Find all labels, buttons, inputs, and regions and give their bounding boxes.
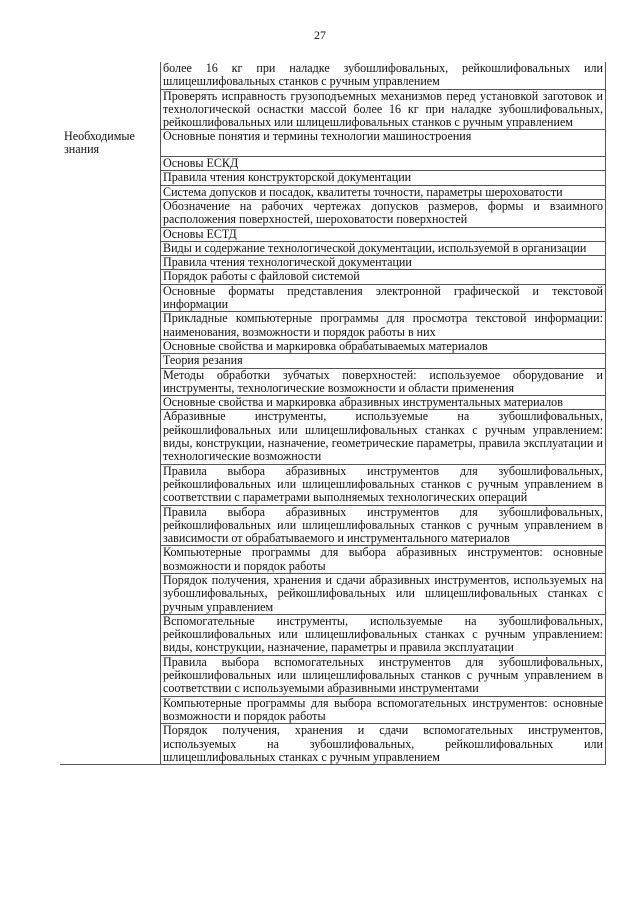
table-row: [60, 368, 606, 396]
label-cell-empty: [60, 227, 161, 241]
label-cell-empty: [60, 464, 161, 505]
page-number: 27: [314, 28, 326, 42]
label-cell-empty: [60, 241, 161, 255]
label-cell-empty: [60, 339, 161, 353]
table-row: [60, 199, 606, 227]
table-row: [60, 339, 606, 353]
label-cell-empty: [60, 573, 161, 614]
table-row: [60, 354, 606, 368]
knowledge-item: Правила выбора вспомогательных инструментов для зубошлифовальных, рейкошлифовальных или шлицешлифовальных станков с ручным управлением в соответствии с используемыми абразивными инструментами: [161, 655, 606, 696]
knowledge-item: Правила чтения конструкторской документации: [161, 171, 606, 185]
knowledge-item: Порядок работы с файловой системой: [161, 270, 606, 284]
knowledge-item: Теория резания: [161, 354, 606, 368]
table-row: [60, 546, 606, 574]
requirement-text: Проверять исправность грузоподъемных механизмов перед установкой заготовок и технологической оснастки массой более 16 кг при наладке зубошлифовальных, рейкошлифовальных или шлицешлифовальных станков с ручным управлением: [161, 89, 606, 130]
table-row: [60, 573, 606, 614]
knowledge-item: Компьютерные программы для выбора вспомогательных инструментов: основные возможности и порядок работы: [161, 696, 606, 724]
knowledge-item: Основные свойства и маркировка обрабатываемых материалов: [161, 339, 606, 353]
knowledge-item: Порядок получения, хранения и сдачи вспомогательных инструментов, используемых на зубошлифовальных, рейкошлифовальных или шлицешлифовальных станках с ручным управлением: [161, 724, 606, 765]
label-cell-empty: [60, 157, 161, 171]
knowledge-item: Порядок получения, хранения и сдачи абразивных инструментов, используемых на зубошлифовальных, рейкошлифовальных или шлицешлифовальных станках с ручным управлением: [161, 573, 606, 614]
table-body: [60, 62, 606, 765]
knowledge-item: Основные свойства и маркировка абразивных инструментальных материалов: [161, 396, 606, 410]
label-cell-empty: [60, 270, 161, 284]
label-cell-empty: [60, 199, 161, 227]
table-row: [60, 396, 606, 410]
label-cell-empty: [60, 546, 161, 574]
knowledge-item: Обозначение на рабочих чертежах допусков размеров, формы и взаимного расположения поверхностей, шероховатости поверхностей: [161, 199, 606, 227]
knowledge-item: Основные форматы представления электронной графической и текстовой информации: [161, 284, 606, 312]
knowledge-item: Прикладные компьютерные программы для просмотра текстовой информации: наименования, возможности и порядок работы в них: [161, 312, 606, 340]
knowledge-item: Виды и содержание технологической документации, используемой в организации: [161, 241, 606, 255]
knowledge-item: Вспомогательные инструменты, используемые на зубошлифовальных, рейкошлифовальных или шлицешлифовальных станках с ручным управлением: виды, конструкции, назначение, параметры и правила эксплуатации: [161, 614, 606, 655]
table-row: [60, 270, 606, 284]
label-cell-empty: [60, 171, 161, 185]
table-row: [60, 185, 606, 199]
table-row: [60, 696, 606, 724]
requirements-table: [60, 62, 606, 765]
knowledge-item: Основы ЕСТД: [161, 227, 606, 241]
label-cell-empty: [60, 354, 161, 368]
knowledge-item: Система допусков и посадок, квалитеты точности, параметры шероховатости: [161, 185, 606, 199]
table-row: [60, 614, 606, 655]
table-row: [60, 130, 606, 157]
table-row: [60, 724, 606, 765]
label-cell-empty: [60, 655, 161, 696]
label-cell-empty: [60, 185, 161, 199]
label-cell-empty: [60, 89, 161, 130]
knowledge-item: Компьютерные программы для выбора абразивных инструментов: основные возможности и порядок работы: [161, 546, 606, 574]
knowledge-item: Основные понятия и термины технологии машиностроения: [161, 130, 606, 157]
label-cell-empty: [60, 396, 161, 410]
label-cell-empty: [60, 62, 161, 89]
label-cell-empty: [60, 284, 161, 312]
label-cell-empty: [60, 410, 161, 464]
label-cell-empty: [60, 505, 161, 546]
label-cell-empty: [60, 696, 161, 724]
label-cell-empty: [60, 256, 161, 270]
knowledge-item: Методы обработки зубчатых поверхностей: используемое оборудование и инструменты, технологические возможности и области применения: [161, 368, 606, 396]
table-row: [60, 171, 606, 185]
table-row: [60, 410, 606, 464]
knowledge-item: Правила чтения технологической документации: [161, 256, 606, 270]
table-row: [60, 464, 606, 505]
section-label: Необходимые знания: [60, 130, 161, 157]
knowledge-item: Правила выбора абразивных инструментов для зубошлифовальных, рейкошлифовальных или шлицешлифовальных станков с ручным управлением в соответствии с параметрами выполняемых технологических операций: [161, 464, 606, 505]
table-row: [60, 62, 606, 89]
label-cell-empty: [60, 368, 161, 396]
table-row: [60, 89, 606, 130]
label-cell-empty: [60, 312, 161, 340]
table-row: [60, 227, 606, 241]
knowledge-item: Правила выбора абразивных инструментов для зубошлифовальных, рейкошлифовальных или шлицешлифовальных станков с ручным управлением в зависимости от обрабатываемого и инструментального материалов: [161, 505, 606, 546]
table-row: [60, 241, 606, 255]
table-row: [60, 505, 606, 546]
requirement-text: более 16 кг при наладке зубошлифовальных, рейкошлифовальных или шлицешлифовальных станков с ручным управлением: [161, 62, 606, 89]
table-row: [60, 312, 606, 340]
knowledge-item: Абразивные инструменты, используемые на зубошлифовальных, рейкошлифовальных или шлицешлифовальных станках с ручным управлением: виды, конструкции, назначение, геометрические параметры, правила эксплуатации и технологические возможности: [161, 410, 606, 464]
label-cell-empty: [60, 724, 161, 765]
knowledge-item: Основы ЕСКД: [161, 157, 606, 171]
table-row: [60, 157, 606, 171]
table-row: [60, 655, 606, 696]
label-cell-empty: [60, 614, 161, 655]
table-row: [60, 256, 606, 270]
table-row: [60, 284, 606, 312]
